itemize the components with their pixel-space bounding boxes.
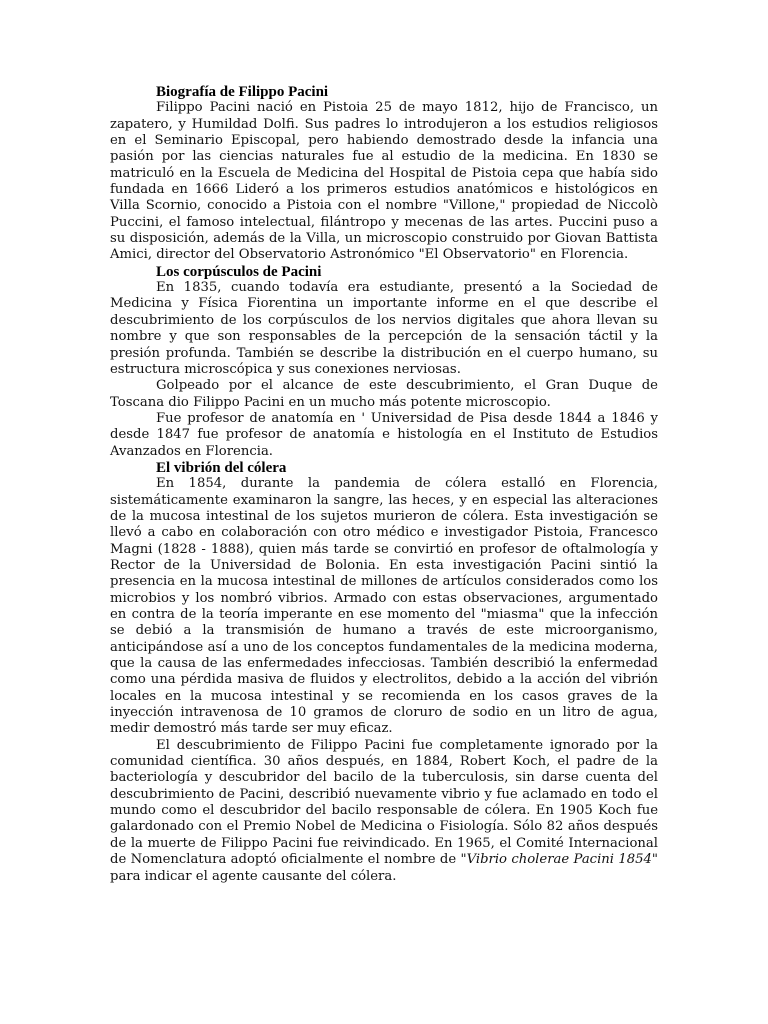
- final-text: El descubrimiento de Filippo Pacini fue completamente ignorado por la comunidad científica. 30 años después, en 1884, Robert Koch, el padre de la bacteriología y descubridor del bacilo de la tuberculosis, sin darse cuenta del descubrimiento de Pacini, describió nuevamente vibrio y fue aclamado en todo el mundo como el descubridor del bacilo responsable de cólera. En 1905 Koch fue galardonado con el Premio Nobel de Medicina o Fisiología. Sólo 82 años después de la muerte de Filippo Pacini fue reivindicado. En 1965, el Comité Internacional de Nomenclatura adoptó oficialmente el nombre de: [110, 737, 658, 868]
- paragraph-biografia: Filippo Pacini nació en Pistoia 25 de mayo 1812, hijo de Francisco, un zapatero, y Humildad Dolfi. Sus padres lo introdujeron a los estudios religiosos en el Seminario Episcopal, pero habiendo demostrado desde la infancia una pasión por las ciencias naturales fue al estudio de la medicina. En 1830 se matriculó en la Escuela de Medicina del Hospital de Pistoia cepa que había sido fundada en 1666 Lideró a los primeros estudios anatómicos e histológicos en Villa Scornio, conocido a Pistoia con el nombre "Villone," propiedad de Niccolò Puccini, el famoso intelectual, filántropo y mecenas de las artes. Puccini puso a su disposición, además de la Villa, un microscopio construido por Giovan Battista Amici, director del Observatorio Astronómico "El Observatorio" en Florencia.: [110, 100, 658, 263]
- heading-biografia: Biografía de Filippo Pacini: [156, 84, 329, 100]
- paragraph-corpusculos-1: En 1835, cuando todavía era estudiante, presentó a la Sociedad de Medicina y Física Fiorentina un importante informe en el que describe el descubrimiento de los corpúsculos de los nervios digitales que ahora llevan su nombre y que son responsables de la percepción de la sensación táctil y la presión profunda. También se describe la distribución en el cuerpo humano, su estructura microscópica y sus conexiones nerviosas.: [110, 280, 658, 377]
- paragraph-corpusculos-3: Fue profesor de anatomía en ' Universidad de Pisa desde 1844 a 1846 y desde 1847 fue profesor de anatomía e histología en el Instituto de Estudios Avanzados en Florencia.: [110, 410, 658, 459]
- document-page: [110, 84, 658, 885]
- paragraph-vibrion-2: [110, 738, 658, 885]
- paragraph-corpusculos-2: Golpeado por el alcance de este descubrimiento, el Gran Duque de Toscana dio Filippo Pacini en un mucho más potente microscopio.: [110, 378, 658, 410]
- final-tail: para indicar el agente causante del cólera.: [110, 868, 397, 884]
- final-italic-name: "Vibrio cholerae Pacini 1854": [460, 852, 658, 868]
- heading-vibrion: El vibrión del cólera: [156, 459, 287, 476]
- heading-corpusculos: Los corpúsculos de Pacini: [156, 263, 322, 280]
- paragraph-vibrion-1: En 1854, durante la pandemia de cólera estalló en Florencia, sistemáticamente examinaron la sangre, las heces, y en especial las alteraciones de la mucosa intestinal de los sujetos murieron de cólera. Esta investigación se llevó a cabo en colaboración con otro médico e investigador Pistoia, Francesco Magni (1828 - 1888), quien más tarde se convirtió en profesor de oftalmología y Rector de la Universidad de Bolonia. En esta investigación Pacini sintió la presencia en la mucosa intestinal de millones de artículos considerados como los microbios y los nombró vibrios. Armado con estas observaciones, argumentado en contra de la teoría imperante en ese momento del "miasma" que la infección se debió a la transmisión de humano a través de este microorganismo, anticipándose así a uno de los conceptos fundamentales de la medicina moderna, que la causa de las enfermedades infecciosas. También describió la enfermedad como una pérdida masiva de fluidos y electrolitos, debido a la acción del vibrión locales en la mucosa intestinal y se recomienda en los casos graves de la inyección intravenosa de 10 gramos de cloruro de sodio en un litro de agua, medir demostró más tarde ser muy eficaz.: [110, 476, 658, 737]
